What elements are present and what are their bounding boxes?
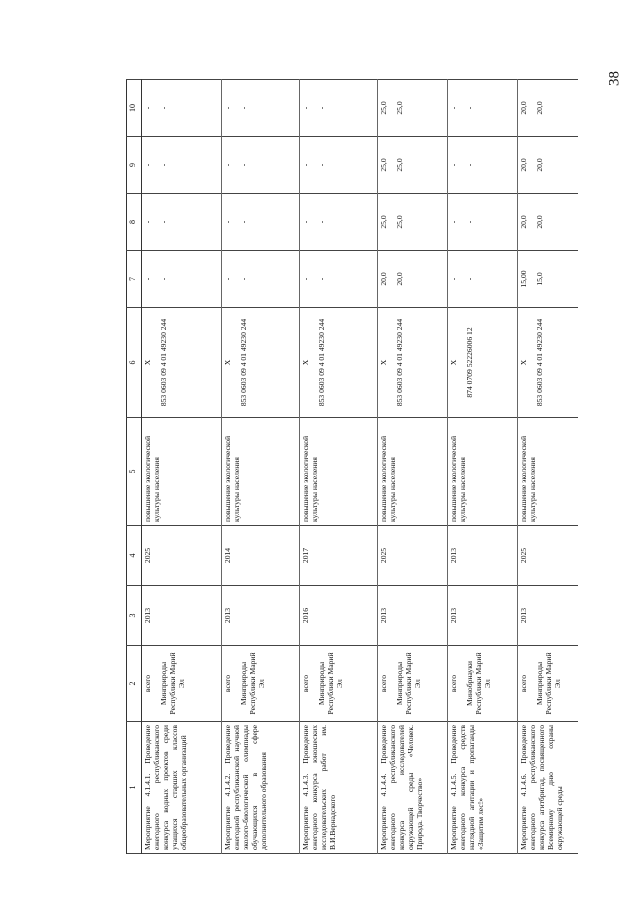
budget-code-cell [300, 308, 378, 418]
executor-total: всего [301, 674, 310, 693]
value-source: - [238, 277, 248, 281]
value-cell [518, 194, 578, 251]
x-mark: X [143, 359, 152, 366]
value-cell [378, 251, 448, 308]
value-total: - [143, 277, 152, 281]
value-cell [142, 137, 222, 194]
executor-cell [518, 646, 578, 722]
executor-cell [300, 646, 378, 722]
value-source: - [158, 106, 168, 110]
value-total: 20,0 [519, 215, 528, 229]
value-source: - [316, 277, 326, 281]
x-mark: X [223, 359, 232, 366]
executor-total: всего [449, 674, 458, 693]
header-cell: 3 [127, 586, 142, 646]
value-total: - [143, 220, 152, 224]
table-row [142, 80, 222, 854]
value-total: 20,0 [519, 158, 528, 172]
executor-cell [142, 646, 222, 722]
header-cell: 7 [127, 251, 142, 308]
executor-name: Минприроды Республики Марий Эл [534, 652, 562, 715]
start-year: 2013 [448, 586, 518, 646]
value-cell [378, 137, 448, 194]
table-row [518, 80, 578, 854]
budget-code: 853 0603 09 4 01 49230 244 [534, 318, 544, 407]
executor-cell [448, 646, 518, 722]
rotated-table-container [126, 80, 574, 854]
budget-code: 853 0603 09 4 01 49230 244 [158, 318, 168, 407]
executor-name: Минобрнауки Республики Марий Эл [464, 652, 492, 715]
header-cell: 8 [127, 194, 142, 251]
value-source: - [158, 220, 168, 224]
end-year: 2017 [300, 526, 378, 586]
value-cell [300, 80, 378, 137]
value-cell [448, 194, 518, 251]
start-year: 2016 [300, 586, 378, 646]
header-row [127, 80, 142, 854]
page-number: 38 [606, 71, 623, 86]
x-mark: X [301, 359, 310, 366]
start-year: 2013 [378, 586, 448, 646]
table-row [448, 80, 518, 854]
expected-result: повышение экологической культуры населения [300, 418, 378, 526]
budget-code-cell [222, 308, 300, 418]
value-cell [518, 137, 578, 194]
measure-name: Мероприятие 4.1.4.1. Проведение ежегодного республиканского конкурса водных проектов среди учащихся старших классов общеобразовательных организаций [142, 722, 222, 854]
value-total: 25,0 [379, 101, 388, 115]
end-year: 2025 [518, 526, 578, 586]
value-cell [518, 80, 578, 137]
value-cell [448, 251, 518, 308]
x-mark: X [379, 359, 388, 366]
executor-cell [378, 646, 448, 722]
value-total: - [449, 106, 458, 110]
x-mark: X [449, 359, 458, 366]
value-cell [222, 80, 300, 137]
table-row [222, 80, 300, 854]
measure-name: Мероприятие 4.1.4.4. Проведение ежегодного республиканского конкурса исследователей окружающей среды «Человек. Природа. Творчество» [378, 722, 448, 854]
value-source: 20,0 [534, 158, 544, 172]
value-cell [300, 251, 378, 308]
value-source: 15,0 [534, 272, 544, 286]
value-source: 20,0 [394, 272, 404, 286]
value-cell [300, 137, 378, 194]
executor-total: всего [223, 674, 232, 693]
budget-code: 853 0603 09 4 01 49230 244 [238, 318, 248, 407]
value-source: 25,0 [394, 215, 404, 229]
expected-result: повышение экологической культуры населения [222, 418, 300, 526]
value-source: - [316, 106, 326, 110]
expected-result: повышение экологической культуры населения [448, 418, 518, 526]
value-source: 25,0 [394, 101, 404, 115]
program-table [126, 79, 578, 854]
measure-name: Мероприятие 4.1.4.2. Проведение ежегодной республиканской научной эколого-биологической олимпиады обучающихся в сфере дополнительного образования [222, 722, 300, 854]
start-year: 2013 [142, 586, 222, 646]
budget-code: 853 0603 09 4 01 49230 244 [394, 318, 404, 407]
value-total: - [223, 163, 232, 167]
value-cell [300, 194, 378, 251]
value-total: 25,0 [379, 158, 388, 172]
value-cell [222, 194, 300, 251]
value-total: - [301, 106, 310, 110]
value-source: - [464, 163, 474, 167]
measure-name: Мероприятие 4.1.4.3. Проведение ежегодного конкурса юношеских исследовательских работ им. В.И.Вернадского [300, 722, 378, 854]
value-cell [518, 251, 578, 308]
value-total: 20,0 [519, 101, 528, 115]
expected-result: повышение экологической культуры населения [142, 418, 222, 526]
executor-total: всего [379, 674, 388, 693]
value-total: - [143, 106, 152, 110]
header-cell: 2 [127, 646, 142, 722]
value-total: - [143, 163, 152, 167]
value-source: - [158, 163, 168, 167]
value-source: - [316, 220, 326, 224]
budget-code: 874 0709 52226006 12 [464, 327, 474, 398]
executor-total: всего [143, 674, 152, 693]
start-year: 2013 [222, 586, 300, 646]
budget-code: 853 0603 09 4 01 49230 244 [316, 318, 326, 407]
executor-total: всего [519, 674, 528, 693]
header-cell: 5 [127, 418, 142, 526]
end-year: 2013 [448, 526, 518, 586]
budget-code-cell [378, 308, 448, 418]
executor-name: Минприроды Республики Марий Эл [394, 652, 422, 715]
value-total: 15,00 [519, 270, 528, 288]
value-cell [222, 251, 300, 308]
value-source: - [238, 220, 248, 224]
measure-name: Мероприятие 4.1.4.6. Проведение ежегодного республиканского конкурса агитбригад, посвященного Всемирному дню охраны окружающей среды [518, 722, 578, 854]
value-source: - [464, 277, 474, 281]
budget-code-cell [518, 308, 578, 418]
expected-result: повышение экологической культуры населения [518, 418, 578, 526]
header-cell: 10 [127, 80, 142, 137]
start-year: 2013 [518, 586, 578, 646]
value-cell [378, 194, 448, 251]
value-source: - [464, 106, 474, 110]
value-total: - [449, 220, 458, 224]
expected-result: повышение экологической культуры населения [378, 418, 448, 526]
end-year: 2025 [142, 526, 222, 586]
value-cell [448, 80, 518, 137]
value-total: - [301, 220, 310, 224]
value-source: - [464, 220, 474, 224]
executor-name: Минприроды Республики Марий Эл [158, 652, 186, 715]
value-total: - [301, 277, 310, 281]
table-row [300, 80, 378, 854]
end-year: 2025 [378, 526, 448, 586]
value-cell [142, 251, 222, 308]
value-source: - [316, 163, 326, 167]
value-total: - [223, 106, 232, 110]
header-cell: 9 [127, 137, 142, 194]
table-row [378, 80, 448, 854]
header-cell: 4 [127, 526, 142, 586]
header-cell: 6 [127, 308, 142, 418]
value-total: 25,0 [379, 215, 388, 229]
value-source: 25,0 [394, 158, 404, 172]
value-total: 20,0 [379, 272, 388, 286]
value-source: - [238, 106, 248, 110]
end-year: 2014 [222, 526, 300, 586]
value-source: 20,0 [534, 101, 544, 115]
budget-code-cell [142, 308, 222, 418]
value-total: - [301, 163, 310, 167]
value-source: - [158, 277, 168, 281]
budget-code-cell [448, 308, 518, 418]
value-cell [378, 80, 448, 137]
value-cell [448, 137, 518, 194]
value-source: 20,0 [534, 215, 544, 229]
value-source: - [238, 163, 248, 167]
value-total: - [449, 163, 458, 167]
executor-name: Минприроды Республики Марий Эл [316, 652, 344, 715]
value-cell [142, 80, 222, 137]
executor-name: Минприроды Республики Марий Эл [238, 652, 266, 715]
value-total: - [449, 277, 458, 281]
header-cell: 1 [127, 722, 142, 854]
value-total: - [223, 220, 232, 224]
x-mark: X [519, 359, 528, 366]
value-cell [142, 194, 222, 251]
measure-name: Мероприятие 4.1.4.5. Проведение ежегодного конкурса средств наглядной агитации и пропаганды «Защитим лес!» [448, 722, 518, 854]
executor-cell [222, 646, 300, 722]
value-total: - [223, 277, 232, 281]
value-cell [222, 137, 300, 194]
